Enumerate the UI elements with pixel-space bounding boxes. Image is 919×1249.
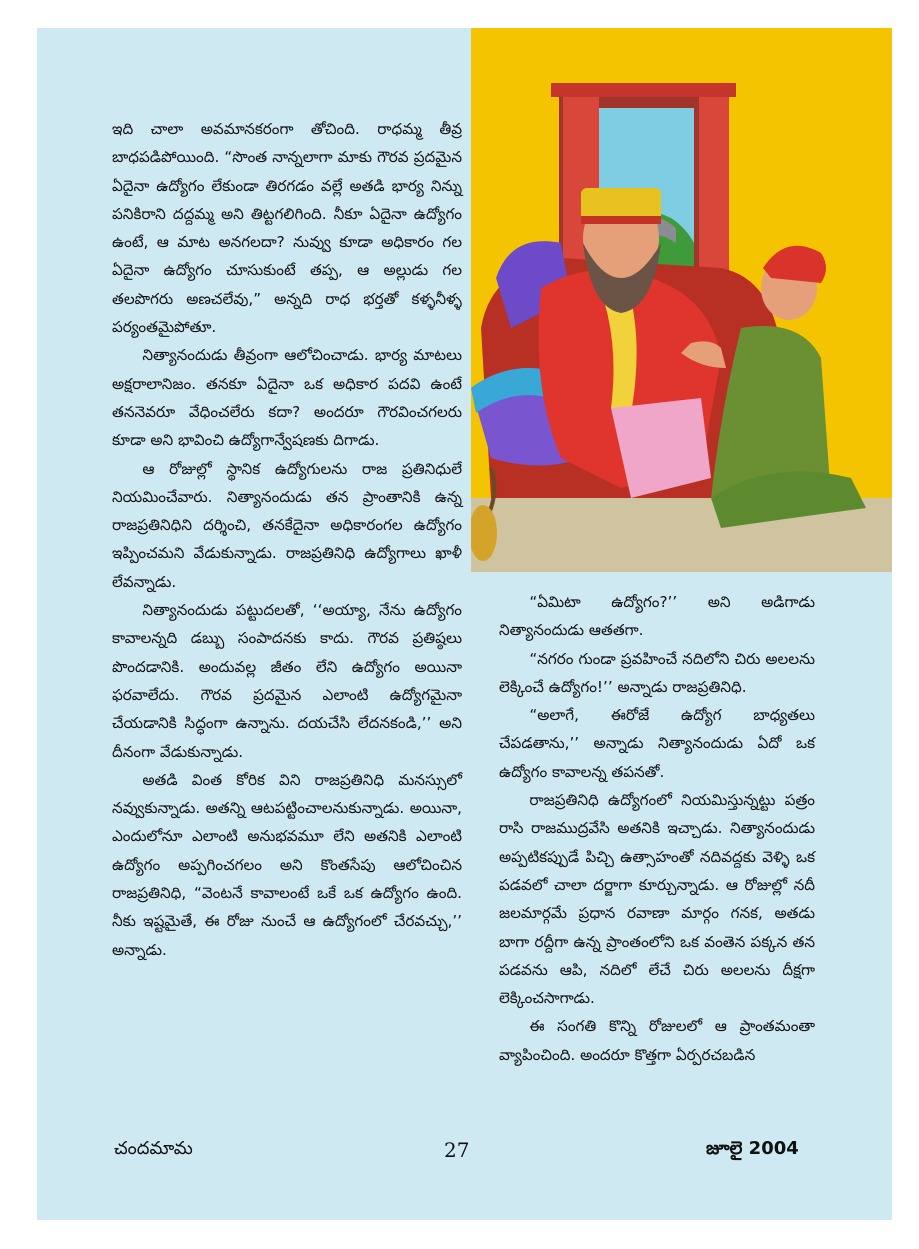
paragraph: రాజప్రతినిధి ఉద్యోగంలో నియమిస్తున్నట్టు పత్రం రాసి రాజముద్రవేసి అతనికి ఇచ్చాడు. నిత్యానందుడు అప్పటికప్పుడే పిచ్చి ఉత్సాహంతో నదివద్దకు వెళ్ళి ఒక పడవలో చాలా దర్జాగా కూర్చున్నాడు. ఆ రోజుల్లో నదీ జలమార్గమే ప్రధాన రవాణా మార్గం గనక, అతడు బాగా రద్దీగా ఉన్న ప్రాంతంలోని ఒక వంతెన పక్కన తన పడవను ఆపి, నదిలో లేచే చిరు అలలను దీక్షగా లెక్కించసాగాడు.: [499, 791, 815, 1008]
paragraph: నిత్యానందుడు పట్టుదలతో, ‘‘అయ్యా, నేను ఉద్యోగం కావాలన్నది డబ్బు సంపాదనకు కాదు. గౌరవ ప్రతిష్ఠలు పొందడానికి. అందువల్ల జీతం లేని ఉద్యోగం అయినా ఫరవాలేదు. గౌరవ ప్రదమైన ఎలాంటి ఉద్యోగమైనా చేయడానికి సిద్ధంగా ఉన్నాను. దయచేసి లేదనకండి,’’ అని దీనంగా వేడుకున్నాడు.: [112, 601, 462, 761]
paragraph: ఇది చాలా అవమానకరంగా తోచింది. రాధమ్మ తీవ్ర బాధపడిపోయింది. “సొంత నాన్నలాగా మాకు గౌరవ ప్రదమైన ఏదైనా ఉద్యోగం లేకుండా తిరగడం వల్లే అతడి భార్య నిన్ను పనికిరాని దద్దమ్మ అని తిట్టగలిగింది. నీకూ ఏదైనా ఉద్యోగం ఉంటే, ఆ మాట అనగలదా? నువ్వు కూడా అధికారం గల ఏదైనా ఉద్యోగం చూసుకుంటే తప్ప, ఆ అల్లుడు గల తలపొగరు అణచలేవు,” అన్నది రాధ భర్తతో కళ్ళనీళ్ళ పర్యంతమైపోతూ.: [112, 120, 462, 337]
paragraph: ఆ రోజుల్లో స్థానిక ఉద్యోగులను రాజ ప్రతినిధులే నియమించేవారు. నిత్యానందుడు తన ప్రాంతానికి ఉన్న రాజప్రతినిధిని దర్శించి, తనకేదైనా అధికారంగల ఉద్యోగం ఇప్పించమని వేడుకున్నాడు. రాజప్రతినిధి ఉద్యోగాలు ఖాళీ లేవన్నాడు.: [112, 459, 462, 591]
kneeling-man-cap: [763, 246, 826, 283]
text-column-right: [499, 588, 815, 1069]
page-number: 27: [444, 1138, 470, 1162]
paragraph: “అలాగే, ఈరోజే ఉద్యోగ బాధ్యతలు చేపడతాను,’’ అన్నాడు నిత్యానందుడు ఏదో ఒక ఉద్యోగం కావాలన్న తపనతో.: [499, 706, 815, 781]
text-column-left: [112, 115, 462, 964]
paragraph: నిత్యానందుడు తీవ్రంగా ఆలోచించాడు. భార్య మాటలు అక్షరాలానిజం. తనకూ ఏదైనా ఒక అధికార పదవి ఉంటే తననెవరూ వేధించలేరు కదా? అందరూ గౌరవించగలరు కూడా అని భావించి ఉద్యోగాన్వేషణకు దిగాడు.: [112, 346, 462, 450]
paragraph: “ఏమిటా ఉద్యోగం?’’ అని అడిగాడు నిత్యానందుడు ఆతతగా.: [499, 593, 815, 640]
paragraph: అతడి వింత కోరిక విని రాజప్రతినిధి మనస్సులో నవ్వుకున్నాడు. అతన్ని ఆటపట్టించాలనుకున్నాడు. అయినా, ఎందులోనూ ఎలాంటి అనుభవమూ లేని అతనికి ఎలాంటి ఉద్యోగం అప్పగించగలం అని కొంతసేపు ఆలోచించిన రాజప్రతినిధి, “వెంటనే కావాలంటే ఒకే ఒక ఉద్యోగం ఉంది. నీకు ఇష్టమైతే, ఈ రోజు నుంచే ఆ ఉద్యోగంలో చేరవచ్చు,’’ అన్నాడు.: [112, 770, 462, 959]
paragraph: “నగరం గుండా ప్రవహించే నదిలోని చిరు అలలను లెక్కించే ఉద్యోగం!’’ అన్నాడు రాజప్రతినిధి.: [499, 649, 815, 696]
story-illustration: [471, 28, 892, 572]
paragraph: ఈ సంగతి కొన్ని రోజులలో ఆ ప్రాంతమంతా వ్యాపించింది. అందరూ కొత్తగా ఏర్పరచబడిన: [499, 1017, 815, 1064]
magazine-name: చందమామ: [114, 1138, 193, 1159]
issue-date: జూలై 2004: [706, 1138, 799, 1159]
